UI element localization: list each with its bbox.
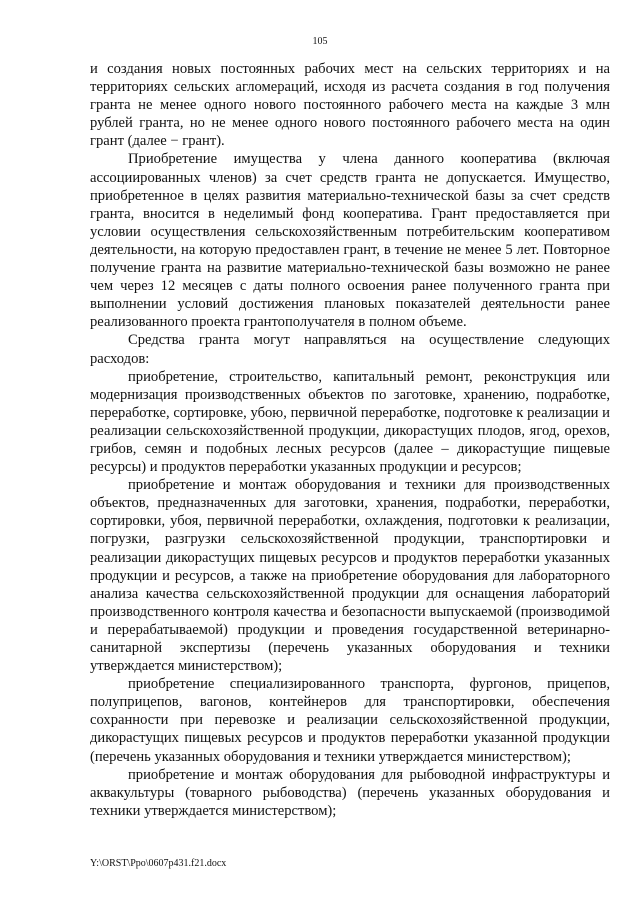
paragraph-2: Приобретение имущества у члена данного кооператива (включая ассоциированных членов) за счет средств гранта не допускается. Имущество, приобретенное в целях развития материально-технической базы за счет средств гранта, вносится в неделимый фонд кооператива. Грант предоставляется при условии осуществления сельскохозяйственным потребительским кооперативом деятельности, на которую предоставлен грант, в течение не менее 5 лет. Повторное получение гранта на развитие материально-технической базы возможно не ранее чем через 12 месяцев с даты полного освоения ранее полученного гранта при выполнении условий достижения плановых показателей деятельности ранее реализованного проекта грантополучателя в полном объеме. [90, 151, 610, 331]
paragraph-5: приобретение и монтаж оборудования и техники для производственных объектов, предназначенных для заготовки, хранения, подработки, переработки, сортировки, убоя, первичной переработки, охлаждения, подготовки к реализации, погрузки, разгрузки сельскохозяйственной продукции, транспортировки и реализации дикорастущих пищевых ресурсов и продуктов переработки указанных продукции и ресурсов, а также на приобретение оборудования для лабораторного анализа качества сельскохозяйственной продукции для оснащения лабораторий производственного контроля качества и безопасности выпускаемой (производимой и перерабатываемой) продукции и проведения государственной ветеринарно-санитарной экспертизы (перечень указанных оборудования и техники утверждается министерством); [90, 477, 610, 675]
paragraph-4: приобретение, строительство, капитальный ремонт, реконструкция или модернизация производственных объектов по заготовке, хранению, подработке, переработке, сортировке, убою, первичной переработке, подготовке к реализации и реализации сельскохозяйственной продукции, дикорастущих плодов, ягод, орехов, грибов, семян и подобных лесных ресурсов (далее – дикорастущие пищевые ресурсы) и продуктов переработки указанных продукции и ресурсов; [90, 368, 610, 476]
paragraph-3: Средства гранта могут направляться на осуществление следующих расходов: [90, 332, 610, 367]
footer-file-path: Y:\ORST\Ppo\0607p431.f21.docx [90, 858, 227, 869]
document-body [90, 60, 610, 820]
paragraph-1: и создания новых постоянных рабочих мест на сельских территориях и на территориях сельских агломераций, исходя из расчета создания в год получения гранта не менее одного нового постоянного рабочего места на каждые 3 млн рублей гранта, но не менее одного нового постоянного рабочего места на один грант (далее − грант). [90, 61, 610, 150]
paragraph-7: приобретение и монтаж оборудования для рыбоводной инфраструктуры и аквакультуры (товарного рыбоводства) (перечень указанных оборудования и техники утверждается министерством); [90, 766, 610, 819]
paragraph-6: приобретение специализированного транспорта, фургонов, прицепов, полуприцепов, вагонов, контейнеров для транспортировки, обеспечения сохранности при перевозке и реализации сельскохозяйственной продукции, дикорастущих пищевых ресурсов и продуктов переработки указанной продукции (перечень указанных оборудования и техники утверждается министерством); [90, 676, 610, 765]
page-number: 105 [312, 36, 328, 47]
